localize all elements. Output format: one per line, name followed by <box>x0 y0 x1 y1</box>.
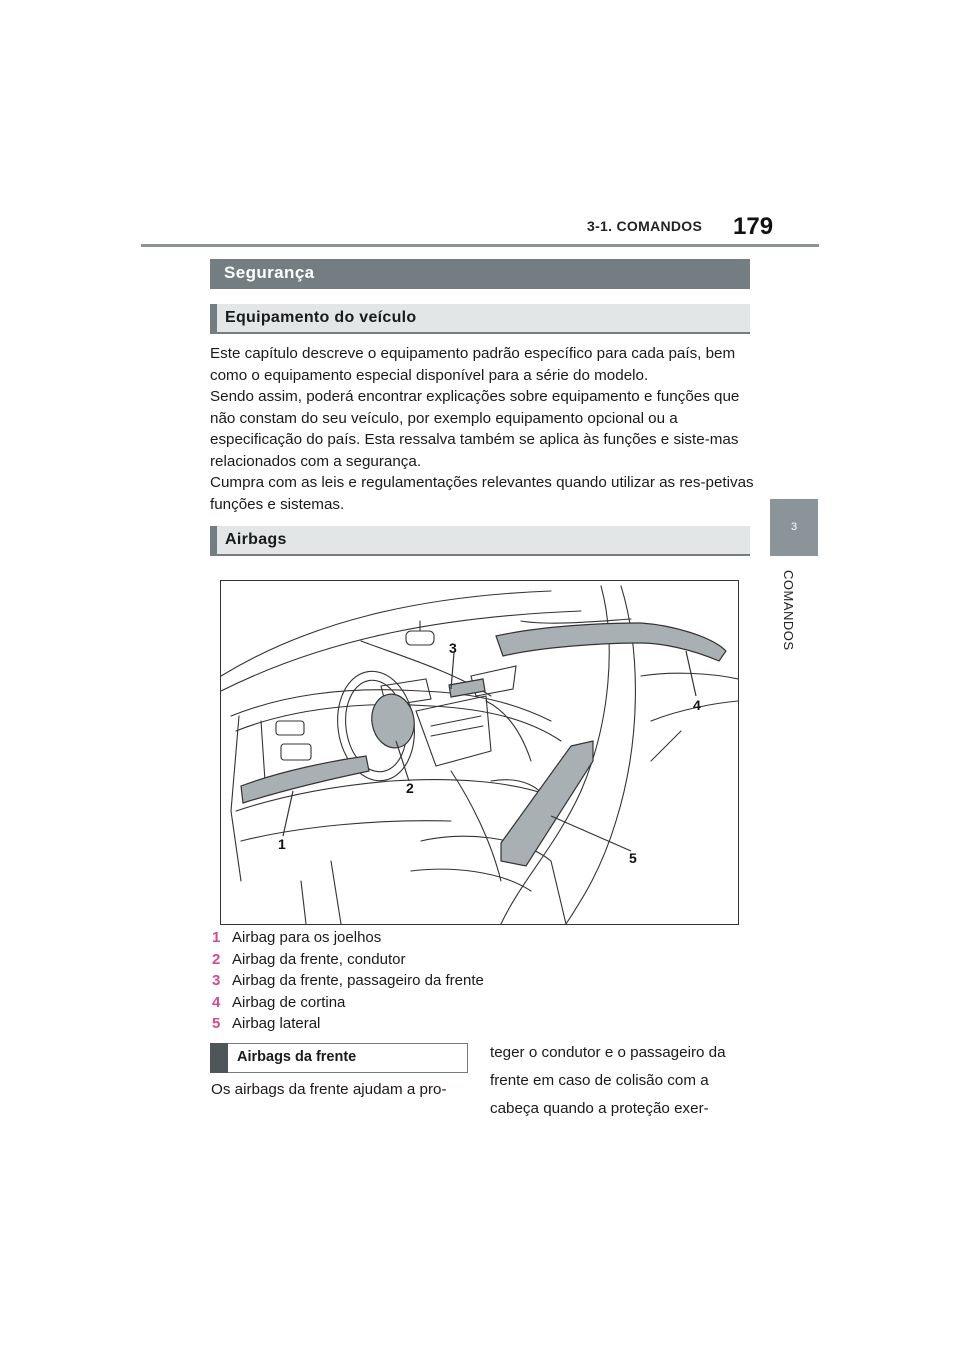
legend-number: 1 <box>212 929 221 946</box>
chapter-name: COMANDOS <box>781 570 796 651</box>
callout-5: 5 <box>629 850 637 866</box>
callout-4: 4 <box>693 697 701 713</box>
airbags-heading-bar <box>210 526 750 556</box>
airbags-heading: Airbags <box>225 531 287 548</box>
legend-item <box>212 992 484 1014</box>
legend-number: 4 <box>212 993 221 1011</box>
front-airbags-left-text: Os airbags da frente ajudam a pro- <box>211 1081 447 1098</box>
legend-text: Airbag para os joelhos <box>232 929 382 946</box>
legend-number: 2 <box>212 950 221 968</box>
legend-item <box>212 1013 484 1035</box>
curtain-airbag <box>496 623 726 661</box>
passenger-airbag <box>449 679 485 697</box>
paragraph-2: Sendo assim, poderá encontrar explicações sobre equipamento e funções que não constam do seu veículo, por exemplo equipamento opcional ou a especificação do país. Esta ressalva também se aplica às funções e siste-mas relacionados com a segurança. <box>210 388 740 470</box>
legend-text: Airbag da frente, passageiro da frente <box>232 972 484 990</box>
driver-airbag <box>368 691 419 751</box>
chapter-number: 3 <box>790 521 798 533</box>
legend-item <box>212 927 484 949</box>
callout-1: 1 <box>278 836 286 852</box>
legend-text: Airbag de cortina <box>232 993 346 1011</box>
page-number: 179 <box>733 213 774 240</box>
front-airbags-heading-bar <box>210 1043 468 1073</box>
airbag-illustration <box>220 580 739 925</box>
car-interior-drawing <box>221 581 738 924</box>
callout-3: 3 <box>449 640 457 656</box>
main-title-bar <box>210 259 750 289</box>
chapter-tab[interactable] <box>770 499 818 556</box>
legend-number: 5 <box>212 1015 221 1033</box>
vehicle-equipment-heading-bar <box>210 304 750 334</box>
section-label: 3-1. COMANDOS <box>587 218 703 234</box>
legend-item <box>212 970 484 992</box>
main-title: Segurança <box>224 263 315 282</box>
paragraph-1: Este capítulo descreve o equipamento padrão específico para cada país, bem como o equipamento especial disponível para a série do modelo. <box>210 345 736 384</box>
legend-item <box>212 949 484 971</box>
callout-2: 2 <box>406 780 414 796</box>
front-airbags-heading: Airbags da frente <box>237 1049 357 1065</box>
legend-text: Airbag lateral <box>232 1015 321 1033</box>
front-airbags-right-text: teger o condutor e o passageiro da frente em caso de colisão com a cabeça quando a proteção exer- <box>490 1044 726 1117</box>
header-rule <box>141 244 819 247</box>
paragraph-3: Cumpra com as leis e regulamentações relevantes quando utilizar as res-petivas funções e sistemas. <box>210 474 754 513</box>
side-airbag <box>501 741 593 866</box>
legend-text: Airbag da frente, condutor <box>232 950 406 968</box>
legend-number: 3 <box>212 972 221 990</box>
airbag-legend <box>212 927 484 1035</box>
knee-airbag <box>241 756 369 803</box>
vehicle-equipment-heading: Equipamento do veículo <box>225 309 417 326</box>
